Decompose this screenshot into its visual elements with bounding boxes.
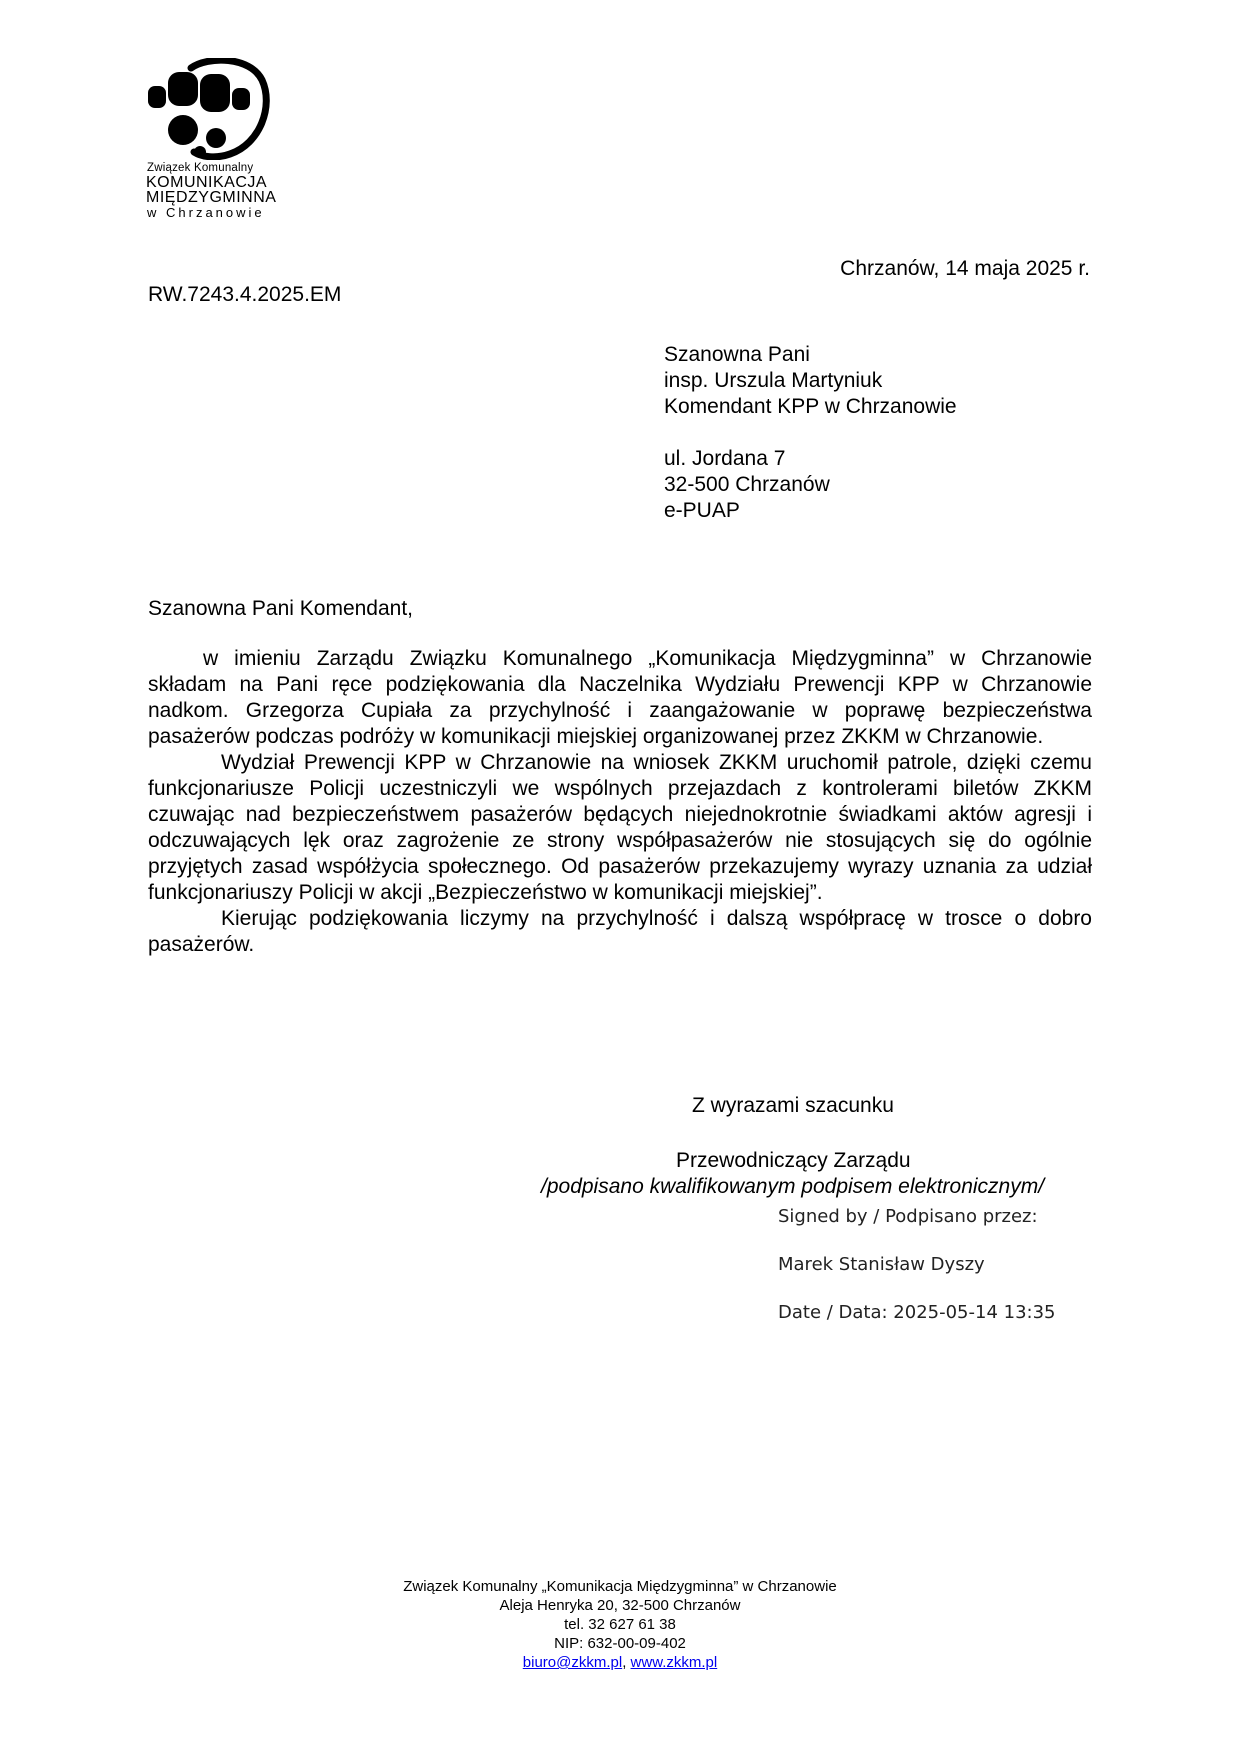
letter-body bbox=[148, 646, 1092, 958]
logo-text-line-2: KOMUNIKACJA bbox=[146, 174, 268, 191]
email-link[interactable]: biuro@zkkm.pl bbox=[522, 1654, 623, 1671]
e-signature-date: Date / Data: 2025-05-14 13:35 bbox=[778, 1302, 1056, 1323]
zkkm-logo-graphic bbox=[146, 58, 270, 160]
footer-links bbox=[0, 1653, 1240, 1672]
signatory-title: Przewodniczący Zarządu bbox=[676, 1149, 911, 1172]
closing-regards: Z wyrazami szacunku bbox=[692, 1094, 894, 1117]
body-paragraph: Wydział Prewencji KPP w Chrzanowie na wniosek ZKKM uruchomił patrole, dzięki czemu funkcjonariusze Policji uczestniczyli we wspólnych przejazdach z kontrolerami biletów ZKKM czuwając nad bezpieczeństwem pasażerów będących niejednokrotnie świadkami aktów agresji i odczuwających lęk oraz zagrożenie ze strony współpasażerów nie stosujących się do ogólnie przyjętych zasad współżycia społecznego. Od pasażerów przekazujemy wyrazy uznania za udział funkcjonariuszy Policji w akcji „Bezpieczeństwo w komunikacji miejskiej”. bbox=[148, 751, 1092, 904]
footer-address: Aleja Henryka 20, 32-500 Chrzanów bbox=[499, 1597, 741, 1614]
recipient-city: 32-500 Chrzanów bbox=[664, 473, 830, 496]
logo-text-line-4: w Chrzanowie bbox=[147, 205, 265, 220]
footer-link-separator: , bbox=[622, 1654, 631, 1671]
footer-nip: NIP: 632-00-09-402 bbox=[554, 1635, 686, 1652]
recipient-street: ul. Jordana 7 bbox=[664, 447, 786, 470]
body-paragraph: w imieniu Zarządu Związku Komunalnego „Komunikacja Międzygminna” w Chrzanowie składam na Pani ręce podziękowania dla Naczelnika Wydziału Prewencji KPP w Chrzanowie nadkom. Grzegorza Cupiała za przychylność i zaangażowanie w poprawę bezpieczeństwa pasażerów podczas podróży w komunikacji miejskiej organizowanej przez ZKKM w Chrzanowie. bbox=[148, 647, 1092, 748]
recipient-name: insp. Urszula Martyniuk bbox=[664, 369, 883, 392]
signature-note: /podpisano kwalifikowanym podpisem elektronicznym/ bbox=[541, 1175, 1045, 1198]
body-paragraph: Kierując podziękowania liczymy na przychylność i dalszą współpracę w trosce o dobro pasażerów. bbox=[148, 907, 1092, 956]
e-signature-signer: Marek Stanisław Dyszy bbox=[778, 1254, 985, 1275]
e-signature-label: Signed by / Podpisano przez: bbox=[778, 1206, 1038, 1227]
logo-text-line-1: Związek Komunalny bbox=[147, 162, 254, 174]
zkkm-logo bbox=[146, 58, 286, 220]
recipient-greeting: Szanowna Pani bbox=[664, 343, 810, 366]
recipient-channel: e-PUAP bbox=[664, 499, 740, 522]
recipient-address bbox=[664, 342, 957, 524]
logo-text-line-3: MIĘDZYGMINNA bbox=[146, 189, 277, 206]
footer-phone: tel. 32 627 61 38 bbox=[564, 1616, 676, 1633]
website-link[interactable]: www.zkkm.pl bbox=[630, 1654, 718, 1671]
salutation: Szanowna Pani Komendant, bbox=[148, 597, 414, 620]
page-footer bbox=[0, 1577, 1240, 1672]
address-spacer bbox=[664, 420, 957, 446]
footer-org: Związek Komunalny „Komunikacja Międzygminna” w Chrzanowie bbox=[403, 1578, 837, 1595]
letter-date: Chrzanów, 14 maja 2025 r. bbox=[840, 257, 1090, 280]
recipient-position: Komendant KPP w Chrzanowie bbox=[664, 395, 957, 418]
reference-number: RW.7243.4.2025.EM bbox=[148, 283, 342, 306]
